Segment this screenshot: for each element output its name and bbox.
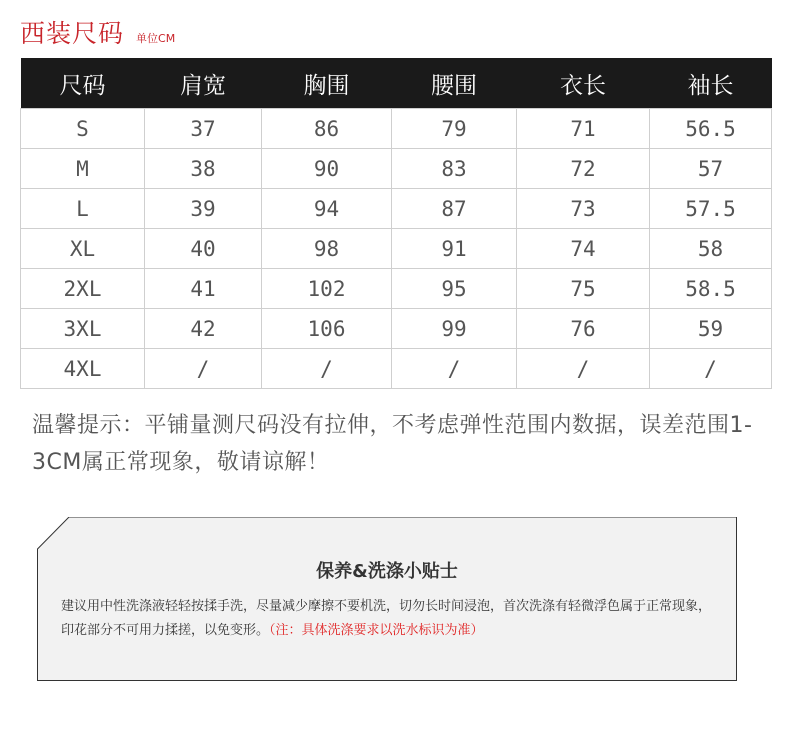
table-row	[21, 229, 772, 269]
table-cell: 86	[262, 109, 392, 149]
table-cell: 4XL	[21, 349, 145, 389]
table-cell: 57.5	[650, 189, 772, 229]
table-row	[21, 149, 772, 189]
table-cell: 98	[262, 229, 392, 269]
table-row	[21, 109, 772, 149]
size-table	[20, 58, 772, 389]
table-cell: 59	[650, 309, 772, 349]
table-cell: 106	[262, 309, 392, 349]
table-cell: 83	[392, 149, 517, 189]
table-cell: 94	[262, 189, 392, 229]
table-cell: 58	[650, 229, 772, 269]
table-cell: 38	[145, 149, 262, 189]
table-cell: 41	[145, 269, 262, 309]
table-cell: 2XL	[21, 269, 145, 309]
table-cell: 72	[517, 149, 650, 189]
table-cell: 75	[517, 269, 650, 309]
header-cell: 尺码	[21, 58, 145, 109]
table-cell: 56.5	[650, 109, 772, 149]
table-cell: 37	[145, 109, 262, 149]
table-cell: 71	[517, 109, 650, 149]
header-cell: 衣长	[517, 58, 650, 109]
care-tips-title: 保养&洗涤小贴士	[316, 561, 458, 582]
table-cell: 102	[262, 269, 392, 309]
header-cell: 腰围	[392, 58, 517, 109]
table-cell: 42	[145, 309, 262, 349]
table-cell: 99	[392, 309, 517, 349]
care-tips-red-note: （注：具体洗涤要求以洗水标识为准）	[269, 623, 484, 638]
table-cell: /	[145, 349, 262, 389]
table-cell: 91	[392, 229, 517, 269]
header-cell: 肩宽	[145, 58, 262, 109]
care-tips-body: 建议用中性洗涤液轻轻按揉手洗，尽量减少摩擦不要机洗，切勿长时间浸泡，首次洗涤有轻微浮色属于正常现象，印花部分不可用力揉搓，以免变形。	[61, 599, 712, 638]
page-title: 西装尺码	[20, 19, 125, 48]
care-tips-text	[61, 595, 721, 643]
table-cell: 74	[517, 229, 650, 269]
table-row	[21, 349, 772, 389]
table-cell: 73	[517, 189, 650, 229]
table-cell: L	[21, 189, 145, 229]
table-cell: 58.5	[650, 269, 772, 309]
table-cell: 90	[262, 149, 392, 189]
table-cell: XL	[21, 229, 145, 269]
header	[20, 14, 175, 50]
table-cell: /	[392, 349, 517, 389]
table-row	[21, 189, 772, 229]
table-cell: /	[517, 349, 650, 389]
table-cell: /	[650, 349, 772, 389]
care-tips-box	[37, 517, 737, 681]
table-header-row	[21, 58, 772, 109]
table-row	[21, 309, 772, 349]
table-cell: 87	[392, 189, 517, 229]
unit-label: 单位CM	[136, 32, 176, 45]
table-cell: S	[21, 109, 145, 149]
table-cell: M	[21, 149, 145, 189]
table-cell: 40	[145, 229, 262, 269]
table-cell: 57	[650, 149, 772, 189]
table-cell: 95	[392, 269, 517, 309]
size-note: 温馨提示：平铺量测尺码没有拉伸，不考虑弹性范围内数据，误差范围1-3CM属正常现象，敬请谅解！	[32, 413, 753, 475]
table-cell: 79	[392, 109, 517, 149]
header-cell: 胸围	[262, 58, 392, 109]
header-cell: 袖长	[650, 58, 772, 109]
table-row	[21, 269, 772, 309]
table-cell: 3XL	[21, 309, 145, 349]
table-cell: 39	[145, 189, 262, 229]
table-cell: /	[262, 349, 392, 389]
table-cell: 76	[517, 309, 650, 349]
